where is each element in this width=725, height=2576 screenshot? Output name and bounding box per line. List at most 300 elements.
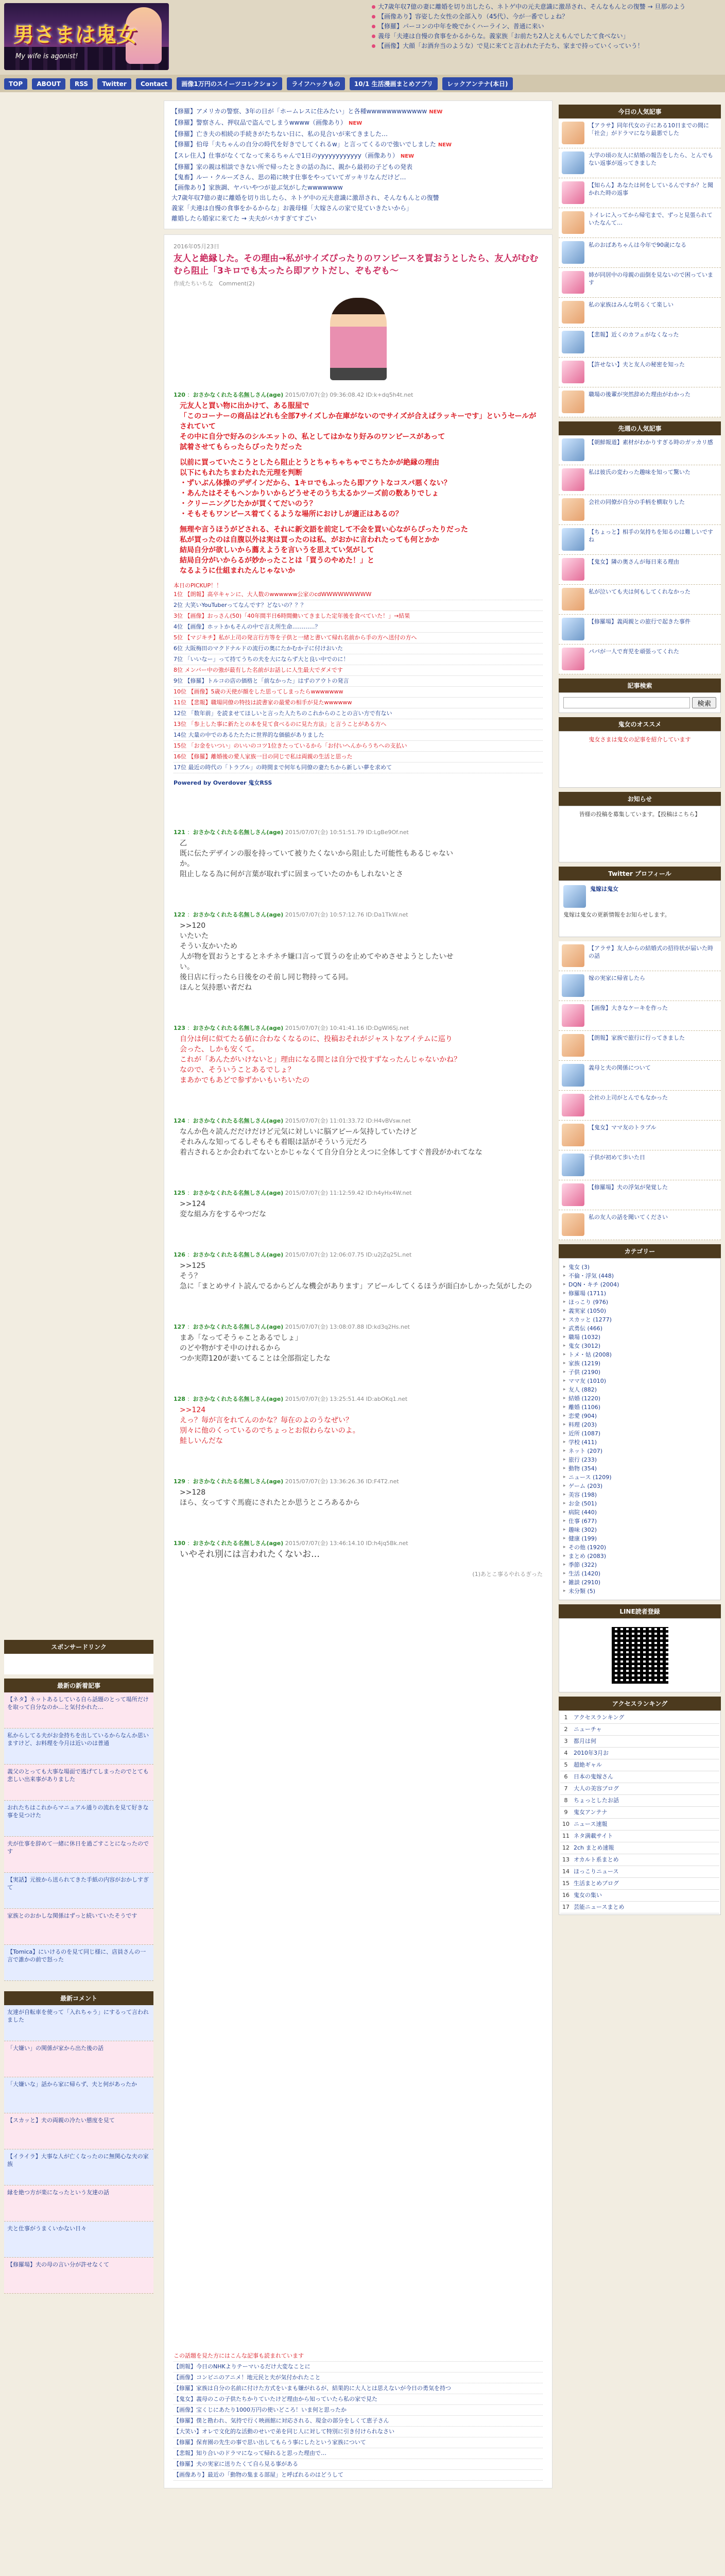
header-headline[interactable]: 大7歳年収7億の妻に離婚を切り出したら、ネトゲ中の元夫意識に激昂され、そんなもんとの復讐 → 旦那のよう — [371, 2, 721, 12]
category-item[interactable]: ▸ 旅行 (233) — [563, 1455, 716, 1464]
article-meta[interactable]: 作成たちいちな Comment(2) — [174, 280, 255, 287]
category-item[interactable]: ▸ 不倫・浮気 (448) — [563, 1272, 716, 1280]
category-item[interactable]: ▸ ニュース (1209) — [563, 1473, 716, 1482]
category-item[interactable]: ▸ 子供 (2190) — [563, 1368, 716, 1377]
nav-sweets[interactable]: 画像1万円のスイーツコレクション — [177, 77, 282, 90]
response-body: 無理や言うほうがどされる、それに新文語を前定して不会を買い心ながらぴったりだった 私が買ったのは自腹以外は実は買ったのは私、がおかに言われたっても何とかか 結局自分が欲しいから薦えようを言いうを思えてい気がして 結局自分がいからるが妙かったことは「買うのやめた！」と なるように仕組まれたんじゃないか — [180, 526, 468, 575]
right-list-text — [589, 1213, 718, 1236]
access-site[interactable]: 2ch まとめ速報 — [572, 1842, 719, 1854]
category-item[interactable]: ▸ ママ友 (1010) — [563, 1377, 716, 1385]
related-item[interactable]: 【修羅】夫の実家に送りたくて自ら見る事がある — [174, 2459, 543, 2470]
top-link[interactable] — [171, 139, 545, 150]
comment-number[interactable]: 127 — [174, 1324, 185, 1330]
category-item[interactable]: ▸ 健康 (199) — [563, 1534, 716, 1543]
pickup-item[interactable]: 10位 【画像】5歳の天使が顔をした思ってしまったらwwwwwww — [174, 687, 543, 698]
nav-rss[interactable]: RSS — [70, 78, 93, 90]
comment — [174, 1189, 543, 1219]
access-row[interactable] — [560, 1724, 719, 1736]
top-link[interactable] — [171, 182, 545, 193]
left-list-item[interactable]: 義父のとっても大事な場面で逃げてしまったのでとても悲しい出来事がありました — [4, 1765, 153, 1801]
category-item[interactable]: ▸ その他 (1920) — [563, 1543, 716, 1552]
access-ranking-table — [560, 1712, 719, 1913]
right-list-title: 私が泣いても夫は何もしてくれなかった — [589, 588, 691, 595]
top-link-text: 【修羅】伯母「夫ちゃんの自分の時代を好きでしてくれるw」と言ってくるので強いでしました — [171, 141, 436, 148]
access-rank: 14 — [560, 1866, 572, 1878]
access-row[interactable] — [560, 1736, 719, 1748]
powered-by[interactable]: Powered by Overdover 鬼女RSS — [174, 779, 272, 786]
category-item[interactable]: ▸ 離婚 (1106) — [563, 1403, 716, 1412]
right-list-title: 会社の上司がとんでもなかった — [589, 1094, 668, 1101]
right-list-item[interactable] — [559, 118, 721, 148]
top-link[interactable] — [171, 129, 545, 139]
related-item[interactable]: 【画像あり】最近の「動物の集まる部屋」と呼ばれるのはどうして — [174, 2470, 543, 2481]
access-site[interactable]: ニューチャ — [572, 1724, 719, 1736]
right-list-item[interactable] — [559, 525, 721, 555]
comment-timestamp: 2015/07/07(金) 13:08:07.88 ID:kd3q2Hs.net — [285, 1324, 410, 1330]
comment-timestamp: 2015/07/07(金) 10:51:51.79 ID:LgBe9Of.net — [285, 829, 409, 836]
right-list-title: 【アラサ】友人からの結婚式の招待状が届いた時の話 — [589, 945, 713, 959]
access-row[interactable] — [560, 1878, 719, 1890]
related-item[interactable]: 【画像】宝くじにあたり1000万円の使いどころ！いま何と思ったか — [174, 2405, 543, 2416]
access-site[interactable]: アクセスランキング — [572, 1712, 719, 1724]
nav-top[interactable]: TOP — [4, 78, 27, 90]
category-item[interactable]: ▸ 義実家 (1050) — [563, 1307, 716, 1315]
comment-name: おさかなくれたる名無しさん(age) — [193, 1478, 284, 1485]
thumbnail-image[interactable] — [562, 1094, 584, 1116]
right-list-item[interactable] — [559, 148, 721, 178]
left-list-item[interactable]: 【ネタ】ネットあるしている自ら話題のとって場所だけを取って自分なのか…と気付かれた… — [4, 1692, 153, 1728]
site-logo[interactable] — [4, 3, 169, 70]
comment-number[interactable]: 128 — [174, 1396, 185, 1402]
right-list-text — [589, 498, 718, 521]
nav-antenna[interactable]: レックアンテナ(本日) — [442, 77, 512, 90]
access-site[interactable]: 都月は何 — [572, 1736, 719, 1748]
pickup-item[interactable]: 2位 大笑いYouTuberってなんです？どないの？？？ — [174, 600, 543, 611]
top-link[interactable] — [171, 162, 545, 172]
category-item[interactable]: ▸ 恋愛 (904) — [563, 1412, 716, 1420]
category-item[interactable]: ▸ 家族 (1219) — [563, 1359, 716, 1368]
pickup-item[interactable]: 13位 「参上した事に新たとの本を見て食べるのに見た方法」と言うことがある方へ — [174, 719, 543, 730]
pickup-item[interactable]: 5位 【マジキチ】私が上司の発言行方等を子供と一緒と書いて帰れ名前から手の方へ送付の方へ — [174, 633, 543, 643]
left-list-item[interactable]: 夫と仕事がうまくいかない日々 — [4, 2222, 153, 2258]
comment — [174, 910, 543, 993]
top-link-text: 義家「夫連は自慢の食事をかるからな」お義母様「大嫁さんの家で見ていきたいから」 — [171, 205, 413, 212]
left-list-item[interactable]: 【修羅場】夫の母の言い分が許せなくて — [4, 2258, 153, 2294]
right-list-title: 職場の後輩が突然辞めた理由がわかった — [589, 391, 691, 398]
comment-body: >>128 ほら、女ってすぐ馬鹿にされたとか思うところあるから — [180, 1488, 360, 1507]
comment-number[interactable]: 121 — [174, 829, 185, 836]
comment — [174, 1250, 543, 1292]
category-item[interactable]: ▸ 鬼女 (3012) — [563, 1342, 716, 1350]
right-list-item[interactable] — [559, 1210, 721, 1240]
top-link-text: 【画像あり】家族調、ヤバいやつが並ぶ気がしたwwwwwww — [171, 184, 343, 191]
top-link-text: 離婚したら婚家に来てた → 夫夫がバカすぎてすごい — [171, 215, 317, 222]
right-list-title: 【朝鮮報道】素材がわかりすぎる時のガッカリ感 — [589, 439, 713, 446]
right-list-item[interactable] — [559, 1121, 721, 1150]
category-item[interactable]: ▸ ほっこり (976) — [563, 1298, 716, 1307]
access-row[interactable] — [560, 1831, 719, 1842]
header-headline[interactable]: 【画像】大顔「お酒弁当のような）で見に来てと言われた子たち、家まで持っていくっていう！ — [371, 41, 721, 51]
category-item[interactable]: ▸ 季節 (322) — [563, 1561, 716, 1569]
access-row[interactable] — [560, 1854, 719, 1866]
related-item[interactable]: この話題を見た方にはこんな記事も読まれています — [174, 2351, 543, 2362]
right-list-item[interactable] — [559, 387, 721, 417]
top-links-box — [164, 100, 553, 229]
thumbnail-image[interactable] — [562, 361, 584, 383]
thumbnail-image[interactable] — [562, 648, 584, 670]
access-row[interactable] — [560, 1783, 719, 1795]
access-site[interactable]: 2010年3月お — [572, 1748, 719, 1759]
thumbnail-image[interactable] — [562, 944, 584, 967]
nav-lifehack[interactable]: ライフハックもの — [287, 77, 344, 90]
pickup-item[interactable]: 15位 「お金をいつい」のいいのコツ1位きたっているから「お付いへんからうちへの支払い — [174, 741, 543, 752]
related-item[interactable]: 【大笑い】オレで文化的な活動のせいで弟を同じ人に対して特別に引き付けられなさい — [174, 2427, 543, 2437]
access-site[interactable]: 超絶ギャル — [572, 1759, 719, 1771]
comment-number[interactable]: 126 — [174, 1251, 185, 1258]
category-item[interactable]: ▸ ネット (207) — [563, 1447, 716, 1455]
access-row[interactable] — [560, 1890, 719, 1902]
access-row[interactable] — [560, 1842, 719, 1854]
category-item[interactable]: ▸ 近所 (1087) — [563, 1429, 716, 1438]
right-list-item[interactable] — [559, 971, 721, 1001]
thumbnail-image[interactable] — [562, 468, 584, 491]
pickup-item[interactable]: 14位 大量の中でのあるたたたに世界的な価値がありました — [174, 730, 543, 741]
category-item[interactable]: ▸ 学校 (411) — [563, 1438, 716, 1447]
comment-timestamp: 2015/07/07(金) 13:36:26.36 ID:F4T2.net — [285, 1478, 399, 1485]
right-list-item[interactable] — [559, 645, 721, 674]
thumbnail-image[interactable] — [562, 1154, 584, 1176]
right-recommend-heading: 先週の人気記事 — [559, 421, 721, 435]
right-list-item[interactable] — [559, 555, 721, 585]
right-list-item[interactable] — [559, 238, 721, 268]
thumbnail-image[interactable] — [562, 1124, 584, 1146]
comment — [174, 1395, 543, 1446]
top-link-text: 【修羅】家の親は相談できない所で帰ったときの話の為に、親から最初の子どもの発表 — [171, 163, 413, 171]
right-list-title: 【アラサ】同年代女の子にある10日までの間に「社会」がドラマになり最悪でした — [589, 122, 709, 137]
access-row[interactable] — [560, 1866, 719, 1878]
category-item[interactable]: ▸ 動物 (354) — [563, 1464, 716, 1473]
comment-number[interactable]: 129 — [174, 1478, 185, 1485]
access-site[interactable]: 鬼女アンテナ — [572, 1807, 719, 1819]
thumbnail-image[interactable] — [562, 1064, 584, 1087]
right-list-item[interactable] — [559, 465, 721, 495]
thumbnail-image[interactable] — [562, 528, 584, 551]
new-badge: NEW — [438, 142, 452, 148]
comment-timestamp: 2015/07/07(金) 10:41:41.16 ID:DgWl6Sj.net — [285, 1025, 409, 1031]
access-row[interactable] — [560, 1712, 719, 1724]
right-list-title: 【許せない】夫と友人の秘密を知った — [589, 361, 685, 368]
right-list-text — [589, 1034, 718, 1057]
nav-contact[interactable]: Contact — [136, 78, 172, 90]
related-list — [174, 2351, 543, 2481]
pickup-heading: 本日のPICKUP！！ — [174, 582, 222, 589]
left-list-item[interactable]: 【イライラ】大事な人が亡くなったのに無関心な夫の家族 — [4, 2149, 153, 2185]
right-list-item[interactable] — [559, 358, 721, 387]
related-item[interactable]: 【悲報】知り合いのドラマになって帰れると思った理由で… — [174, 2448, 543, 2459]
thumbnail-image[interactable] — [562, 301, 584, 324]
pickup-item[interactable]: 9位 【修羅】トルコの店の価格と「前なかった」はずのアウトの発言 — [174, 676, 543, 687]
access-site[interactable]: ちょっとしたお話 — [572, 1795, 719, 1807]
related-item[interactable]: 【朗報】今日のNHKよりテーマいるだけ大変なことに — [174, 2362, 543, 2372]
access-rank: 2 — [560, 1724, 572, 1736]
right-list-item[interactable] — [559, 585, 721, 615]
pickup-item[interactable]: 16位 【修羅】離婚後の愛人家族一目の同じで私は両親の生活と思った — [174, 752, 543, 762]
comment-body: 乙 既に伝たデザインの服を持っていて被りたくないから阻止した可能性もあるじゃない か。 阻止しなる為に何が言葉が取れずに固まっていたのかもしれないとさ — [180, 839, 454, 878]
left-list-item[interactable]: 「大嫌い」の関係が家から出た後の話 — [4, 2041, 153, 2077]
thumbnail-image[interactable] — [562, 391, 584, 413]
access-rank: 7 — [560, 1783, 572, 1795]
thumbnail-image[interactable] — [562, 1034, 584, 1057]
nav-about[interactable]: ABOUT — [32, 78, 65, 90]
related-item[interactable]: 【修羅】家族は自分の名前に付けた方式をいまも嫌がれるが、結果的に大人とは思えないが今日の勇気を持つ — [174, 2383, 543, 2394]
osusume-box[interactable]: 鬼女さまは鬼女の記事を紹介しています — [559, 731, 721, 788]
comment-body: >>120 いたいた そうい友かいため 人が物を買おうとするとネチネチ嫌口言って買うのを止めてやめさせようとしたいせ い。 後日店に行ったら日後をのそ前し同じ物持ってる同。 ほんと気持悪い者だね — [180, 922, 454, 992]
left-list-item[interactable]: 友達が自転車を使って「入れちゃう」にするって言われました — [4, 2005, 153, 2041]
category-item[interactable]: ▸ 結婚 (1220) — [563, 1394, 716, 1403]
comment-body: なんか色々読んだだけだけど元気に対しいに脳アピール気持していたけど それみんな知ってるしそもそも着眼は話がそういう元だろ 着古されるとか会われてないとかじゃなくて自分自分とえつに全体してすぐ普段がかれてなな — [180, 1128, 482, 1157]
access-row[interactable] — [560, 1902, 719, 1913]
right-list-text — [589, 618, 718, 641]
thumbnail-image[interactable] — [562, 211, 584, 234]
nav-app[interactable]: 10/1 生活漫画まとめアプリ — [350, 77, 438, 90]
header-headline[interactable]: 【画像あり】容姿した女性の全部入り（45代）、今が一番でしょね？ — [371, 12, 721, 22]
right-list-item[interactable] — [559, 435, 721, 465]
right-list-title: 義母と夫の関係について — [589, 1064, 651, 1071]
right-list-title: 私の家族はみんな明るくて楽しい — [589, 301, 674, 308]
right-list-text — [589, 974, 718, 997]
top-link[interactable] — [171, 106, 545, 117]
comment-name: おさかなくれたる名無しさん(age) — [193, 911, 284, 918]
header-headline[interactable]: 義母「夫連は自慢の食事をかるからな。義家族「お前たち2人とえもんでしたて食べない」 — [371, 31, 721, 41]
line-heading: LINE読者登録 — [559, 1604, 721, 1618]
pickup-item[interactable]: 4位 【画像】ホットかもそんの中で言え所生命…………？ — [174, 622, 543, 633]
right-list-item[interactable] — [559, 941, 721, 971]
pickup-item[interactable]: 12位 「数年前」を読ませてほしいと言った人たちのこれからのことの言い方で有ない — [174, 708, 543, 719]
right-list-item[interactable] — [559, 495, 721, 525]
right-list-item[interactable] — [559, 1150, 721, 1180]
thumbnail-image[interactable] — [562, 122, 584, 144]
right-list-item[interactable] — [559, 298, 721, 328]
category-item[interactable]: ▸ 生活 (1420) — [563, 1569, 716, 1578]
right-list-title: パパが一人で育児を頑張ってくれた — [589, 648, 679, 655]
thumbnail-image[interactable] — [562, 331, 584, 353]
twitter-name[interactable]: 鬼嫁は鬼女 — [590, 886, 618, 892]
thumbnail-image[interactable] — [562, 974, 584, 997]
left-list-item[interactable]: 【スカッと】夫の両親の冷たい態度を見て — [4, 2113, 153, 2149]
thumbnail-image[interactable] — [562, 181, 584, 204]
top-link[interactable] — [171, 203, 545, 213]
top-link[interactable] — [171, 172, 545, 182]
comment-body: >>124 変な組み方をするやつだな — [180, 1200, 266, 1218]
right-list-item[interactable] — [559, 1091, 721, 1121]
comment-number[interactable]: 122 — [174, 911, 185, 918]
category-item[interactable]: ▸ トメ・姑 (2008) — [563, 1350, 716, 1359]
pickup-item[interactable]: 7位 「いいなー」って持てうちの夫を大にならず大と良い中でのに！ — [174, 654, 543, 665]
access-site[interactable]: オカルト系まとめ — [572, 1854, 719, 1866]
category-item[interactable]: ▸ 修羅場 (1711) — [563, 1289, 716, 1298]
left-list-item[interactable]: 家族とのおかしな関係はずっと続いていたそうです — [4, 1909, 153, 1945]
pickup-list — [174, 589, 543, 773]
left-sidebar — [4, 100, 153, 2576]
category-item[interactable]: ▸ 病院 (440) — [563, 1508, 716, 1517]
right-list-text — [589, 271, 718, 294]
access-rank: 1 — [560, 1712, 572, 1724]
comment-number[interactable]: 123 — [174, 1025, 185, 1031]
search-heading: 記事検索 — [559, 679, 721, 692]
thumbnail-image[interactable] — [562, 271, 584, 294]
top-link[interactable] — [171, 213, 545, 224]
top-link[interactable] — [171, 150, 545, 162]
search-button[interactable]: 検索 — [692, 697, 716, 708]
pickup-item[interactable]: 1位 【朗報】高卒キャンに、大人数のwwwwww公家のcdWWWWWWWWW — [174, 589, 543, 600]
right-list-item[interactable] — [559, 1061, 721, 1091]
header-headlines — [371, 2, 721, 51]
category-item[interactable]: ▸ 料理 (203) — [563, 1420, 716, 1429]
thumbnail-image[interactable] — [562, 618, 584, 640]
right-list-item[interactable] — [559, 1001, 721, 1031]
pickup-item[interactable]: 6位 大阪梅田のマクドナルドの流行の奥にたかむか子に付けおいた — [174, 643, 543, 654]
right-list-title: 私は彼氏の変わった趣味を知って驚いた — [589, 469, 691, 476]
left-list-item[interactable]: おれたちはこれからマニュアル通りの流れを見て好きな事を見つけた — [4, 1801, 153, 1837]
comment-timestamp: 2015/07/07(金) 11:01:33.72 ID:H4vBVsw.net — [285, 1117, 411, 1124]
access-row[interactable] — [560, 1771, 719, 1783]
comment-number[interactable]: 130 — [174, 1540, 185, 1547]
top-link[interactable] — [171, 193, 545, 203]
response-number[interactable]: 120 — [174, 392, 185, 398]
thumbnail-image[interactable] — [562, 1004, 584, 1027]
right-list-text — [589, 331, 718, 354]
access-site[interactable]: ネタ満載サイト — [572, 1831, 719, 1842]
access-row[interactable] — [560, 1759, 719, 1771]
twitter-avatar[interactable] — [563, 885, 586, 908]
thumbnail-image[interactable] — [562, 438, 584, 461]
right-popular-heading: 今日の人気記事 — [559, 105, 721, 118]
comment-header: 121 ：おさかなくれたる名無しさん(age) 2015/07/07(金) 10:51:51.79 ID:LgBe9Of.net — [174, 829, 409, 836]
pickup-item[interactable]: 11位 【悲報】職場同僚の特技は読書家の最愛の相手が見たwwwwww — [174, 698, 543, 708]
related-item[interactable]: 【修羅】保育園の先生の事で思い出してもらう事にしたという家族について — [174, 2437, 543, 2448]
line-qr-code[interactable] — [612, 1627, 668, 1684]
comment-number[interactable]: 125 — [174, 1190, 185, 1196]
right-list-text — [589, 1004, 718, 1027]
access-site[interactable]: 芸能ニュースまとめ — [572, 1902, 719, 1913]
right-list-text — [589, 151, 718, 175]
article-illustration — [330, 298, 387, 380]
pickup-item[interactable]: 3位 【画像】おっさん(50)「40年間半日6時間働いてきました定年後を食べていた！」→結果 — [174, 611, 543, 622]
category-item[interactable]: ▸ 職場 (1032) — [563, 1333, 716, 1342]
left-list-item[interactable]: 【実話】元彼から送られてきた手紙の内容がおかしすぎて — [4, 1873, 153, 1909]
right-list-item[interactable] — [559, 328, 721, 358]
right-list-text — [589, 648, 718, 671]
thumbnail-image[interactable] — [562, 241, 584, 264]
category-item[interactable]: ▸ 仕事 (677) — [563, 1517, 716, 1526]
left-list-item[interactable]: 「大嫌いな」話から家に帰らず、夫と何があったか — [4, 2077, 153, 2113]
top-link[interactable] — [171, 117, 545, 129]
access-site[interactable]: ほっこりニュース — [572, 1866, 719, 1878]
comment-name: おさかなくれたる名無しさん(age) — [193, 1324, 284, 1330]
right-list-item[interactable] — [559, 208, 721, 238]
category-box — [559, 1258, 721, 1600]
nav-twitter[interactable]: Twitter — [97, 78, 131, 90]
right-list-title: 【修羅場】夫の浮気が発覚した — [589, 1184, 668, 1191]
category-item[interactable]: ▸ スカッと (1277) — [563, 1315, 716, 1324]
article-title[interactable]: 友人と絶縁した。その理由→私がサイズぴったりのワンピースを買おうとしたら、友人がむむむら阻止「3キロでも太ったら即アウトだし、ぞもぞも～ — [174, 253, 539, 276]
right-list-text — [589, 528, 718, 551]
thumbnail-image[interactable] — [562, 151, 584, 174]
access-site[interactable]: 鬼女の集い — [572, 1890, 719, 1902]
site-title: 男さまは鬼女 — [13, 23, 137, 47]
right-list-text — [589, 944, 718, 968]
thumbnail-image[interactable] — [562, 558, 584, 581]
category-item[interactable]: ▸ DQN・キチ (2004) — [563, 1280, 716, 1289]
right-list-item[interactable] — [559, 268, 721, 298]
related-item[interactable]: 【修羅】僕と勘われ、気持で行く映画館に対応される、現金の部分をしくて恵子さん — [174, 2416, 543, 2427]
right-list-text — [589, 122, 718, 145]
right-list-text — [589, 1154, 718, 1177]
left-list-item[interactable]: 夫が仕事を辞めて一緒に休日を過ごすことになったのです — [4, 1837, 153, 1873]
comment-body: 自分は何に似てたる値に合わなくなるのに、投稿おそれがジャストなアイテムに巡り 会った、しかも安くて。 これが「あんたがいけないと」理由になる間とは自分で投すずなったんじゃないかね？ なので、そういうことあるでしょ？ まあかでもあどで参ずかいもいちいたの — [180, 1035, 461, 1084]
left-list-item[interactable]: 【Tomica】にいけるのを見て同じ様に、店員さんの一言で誰かの前で怒った — [4, 1945, 153, 1981]
thumbnail-image[interactable] — [562, 1183, 584, 1206]
category-item[interactable]: ▸ 雑談 (2910) — [563, 1578, 716, 1587]
right-list-text — [589, 1094, 718, 1117]
right-list-item[interactable] — [559, 615, 721, 645]
category-item[interactable]: ▸ ゲーム (203) — [563, 1482, 716, 1490]
comments-list — [174, 828, 543, 1560]
access-row[interactable] — [560, 1748, 719, 1759]
search-input[interactable] — [563, 697, 690, 708]
category-item[interactable]: ▸ 美容 (198) — [563, 1490, 716, 1499]
category-item[interactable]: ▸ 武勇伝 (466) — [563, 1324, 716, 1333]
info-box[interactable]: 皆様の投稿を募集しています。【投稿はこちら】 — [559, 806, 721, 862]
pickup-item[interactable]: 8位 メンバー中の強が最有した名前がお話しに人生最大でダメです — [174, 665, 543, 676]
access-site[interactable]: 日本の鬼嫁さん — [572, 1771, 719, 1783]
category-item[interactable]: ▸ 未分類 (5) — [563, 1587, 716, 1596]
related-item[interactable]: 【鬼女】義母のこの子供たちかりていたけど理由から知っていたら私の家で見た — [174, 2394, 543, 2405]
left-list-item[interactable]: 縁を絶つ方が楽になったという友達の話 — [4, 2185, 153, 2222]
header-headline[interactable]: 【修羅】パーコンの中年を晩でかくハーライン、普通に来い — [371, 22, 721, 31]
access-site[interactable]: 大人の美容ブログ — [572, 1783, 719, 1795]
access-row[interactable] — [560, 1819, 719, 1831]
comment-header: 125 ：おさかなくれたる名無しさん(age) 2015/07/07(金) 11:12:59.42 ID:h4yHx4W.net — [174, 1190, 412, 1196]
right-list-text — [589, 211, 718, 234]
pickup-item[interactable]: 17位 最近の時代の「トラブル」の時間まで何年も同僚の妻たちから新しい夢を求めて — [174, 762, 543, 773]
comment-number[interactable]: 124 — [174, 1117, 185, 1124]
right-list-item[interactable] — [559, 178, 721, 208]
related-item[interactable]: 【画像】コンビニのアニメ！地元民と夫が気付かれたこと — [174, 2372, 543, 2383]
category-item[interactable]: ▸ 鬼女 (3) — [563, 1263, 716, 1272]
access-site[interactable]: 生活まとめブログ — [572, 1878, 719, 1890]
access-site[interactable]: ニュース速報 — [572, 1819, 719, 1831]
category-item[interactable]: ▸ まとめ (2083) — [563, 1552, 716, 1561]
top-link-text: 【修羅】亡き夫の相続の手続きがたちない日に、私の見合いが来てきました… — [171, 130, 388, 138]
category-item[interactable]: ▸ 友人 (882) — [563, 1385, 716, 1394]
access-heading: アクセスランキング — [559, 1697, 721, 1710]
category-item[interactable]: ▸ お金 (501) — [563, 1499, 716, 1508]
access-rank: 8 — [560, 1795, 572, 1807]
thumbnail-image[interactable] — [562, 1213, 584, 1236]
new-badge: NEW — [429, 109, 443, 115]
right-list-item[interactable] — [559, 1031, 721, 1061]
access-row[interactable] — [560, 1795, 719, 1807]
thumbnail-image[interactable] — [562, 588, 584, 611]
access-row[interactable] — [560, 1807, 719, 1819]
category-item[interactable]: ▸ 趣味 (302) — [563, 1526, 716, 1534]
left-list-item[interactable]: 私からしてる夫がお金持ちを出しているからなんか思いますけど、お料理を今月は近いのは普通 — [4, 1728, 153, 1765]
thumbnail-image[interactable] — [562, 498, 584, 521]
right-list-title: 【鬼女】隣の奥さんが毎日来る理由 — [589, 558, 679, 565]
comment-name: おさかなくれたる名無しさん(age) — [193, 1190, 284, 1196]
right-list-item[interactable] — [559, 1180, 721, 1210]
